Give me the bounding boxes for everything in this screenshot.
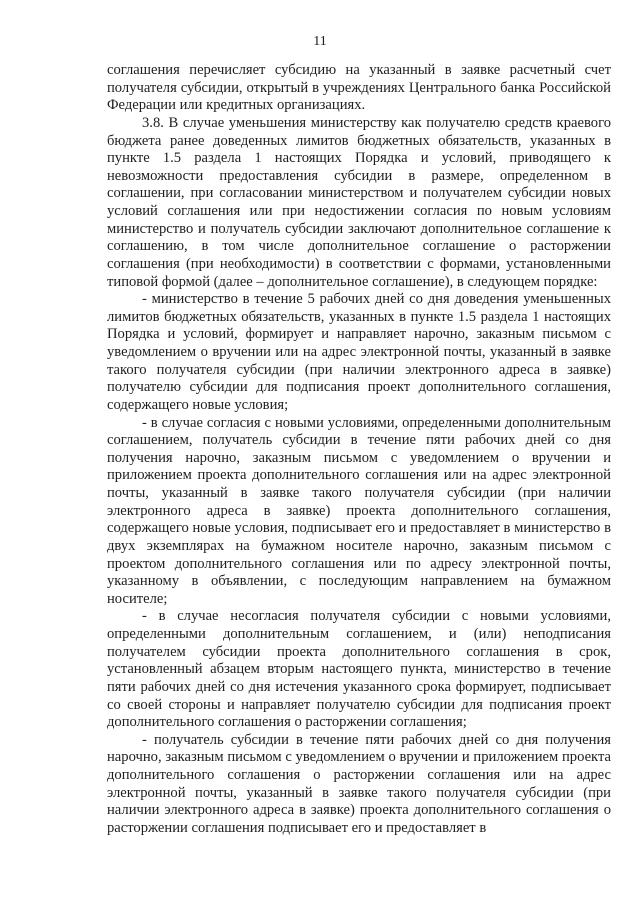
page-number: 11 [313, 34, 327, 49]
paragraph-clause-3-8: 3.8. В случае уменьшения министерству как получателю средств краевого бюджета ранее доведенных лимитов бюджетных обязательств, указанных в пункте 1.5 раздела 1 настоящих Порядка и условий, приводящего к невозможности предоставления субсидии в размере, определенном в соглашении, при согласовании министерством и получателем субсидии новых условий соглашения или при недостижении согласия по новым условиям министерство и получатель субсидии заключают дополнительное соглашение к соглашению, в том числе дополнительное соглашение о расторжении соглашения (при необходимости) в соответствии с формами, установленными типовой формой (далее – дополнительное соглашение), в следующем порядке: [107, 114, 611, 290]
paragraph-continuation: соглашения перечисляет субсидию на указанный в заявке расчетный счет получателя субсидии, открытый в учреждениях Центрального банка Российской Федерации или кредитных организациях. [107, 62, 611, 114]
paragraph-bullet-1: - министерство в течение 5 рабочих дней со дня доведения уменьшенных лимитов бюджетных обязательств, указанных в пункте 1.5 раздела 1 настоящих Порядка и условий, формирует и направляет нарочно, заказным письмом с уведомлением о вручении или на адрес электронной почты, указанный в заявке такого получателя субсидии (при наличии электронного адреса в заявке) получателю субсидии для подписания проект дополнительного соглашения, содержащего новые условия; [107, 291, 611, 413]
document-body [107, 62, 611, 838]
paragraph-bullet-2: - в случае согласия с новыми условиями, определенными дополнительным соглашением, получатель субсидии в течение пяти рабочих дней со дня получения нарочно, заказным письмом с уведомлением о вручении и приложением проекта дополнительного соглашения или на адрес электронной почты, указанный в заявке такого получателя субсидии (при наличии электронного адреса в заявке) проекта дополнительного соглашения, содержащего новые условия, подписывает его и предоставляет в министерство в двух экземплярах на бумажном носителе нарочно, заказным письмом с проектом дополнительного соглашения или по адресу электронной почты, указанному в объявлении, с последующим направлением на бумажном носителе; [107, 414, 611, 607]
paragraph-bullet-4: - получатель субсидии в течение пяти рабочих дней со дня получения нарочно, заказным письмом с уведомлением о вручении и приложением проекта дополнительного соглашения о расторжении соглашения или на адрес электронной почты, указанный в заявке такого получателя субсидии (при наличии электронного адреса в заявке) проекта дополнительного соглашения о расторжении соглашения подписывает его и предоставляет в [107, 731, 611, 836]
paragraph-bullet-3: - в случае несогласия получателя субсидии с новыми условиями, определенными дополнительным соглашением, и (или) неподписания получателем субсидии проекта дополнительного соглашения в срок, установленный абзацем вторым настоящего пункта, министерство в течение пяти рабочих дней со дня истечения указанного срока формирует, подписывает со своей стороны и направляет получателю субсидии для подписания проект дополнительного соглашения о расторжении соглашения; [107, 608, 611, 731]
